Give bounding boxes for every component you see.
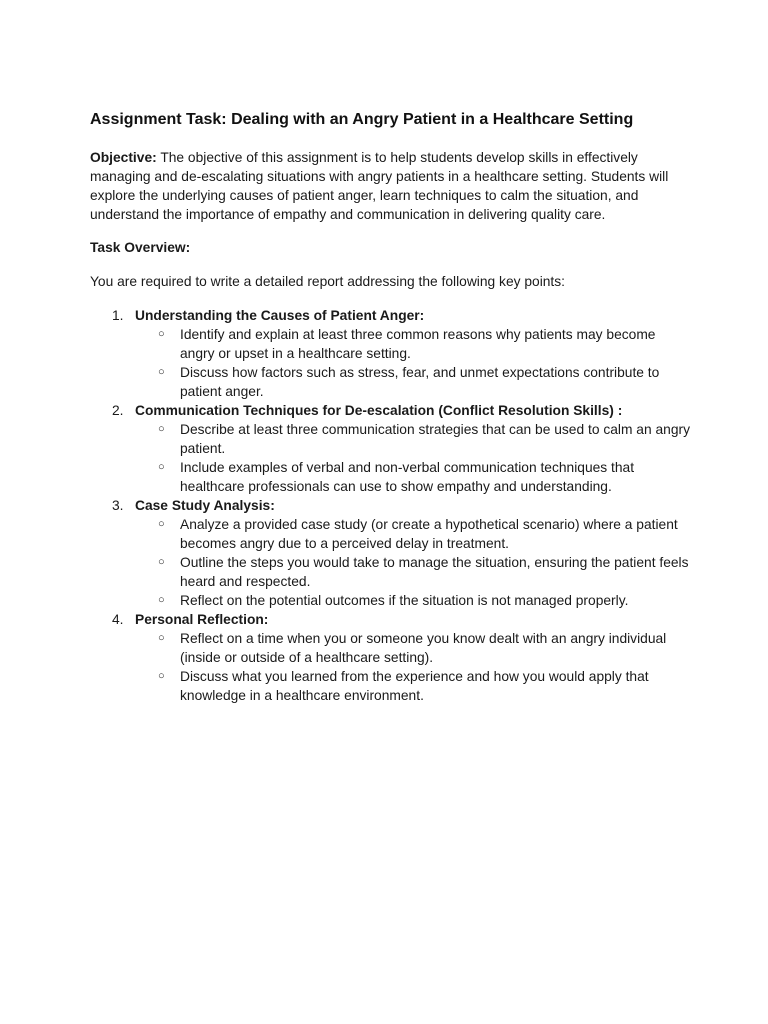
document-page bbox=[90, 108, 690, 705]
sub-point-item bbox=[135, 629, 690, 667]
document-title: Assignment Task: Dealing with an Angry Patient in a Healthcare Setting bbox=[90, 111, 634, 128]
hollow-bullet-icon: ○ bbox=[158, 423, 165, 435]
objective-text: The objective of this assignment is to help students develop skills in effectively managing and de-escalating situations with angry patients in a healthcare setting. Students will explore the underlying causes of patient anger, learn techniques to calm the situation, and understand the importance of empathy and communication in delivering quality care. bbox=[90, 150, 669, 222]
sub-point-item bbox=[135, 458, 690, 496]
sub-point-text: Outline the steps you would take to manage the situation, ensuring the patient feels heard and respected. bbox=[180, 555, 689, 589]
hollow-bullet-icon: ○ bbox=[158, 670, 165, 682]
key-points-list bbox=[90, 306, 690, 705]
sub-point-item bbox=[135, 553, 690, 591]
objective-label: Objective: bbox=[90, 150, 157, 165]
sub-point-text: Analyze a provided case study (or create a hypothetical scenario) where a patient becomes angry due to a perceived delay in treatment. bbox=[180, 517, 678, 551]
sub-point-item bbox=[135, 667, 690, 705]
sub-point-text: Reflect on a time when you or someone you know dealt with an angry individual (inside or outside of a healthcare setting). bbox=[180, 631, 667, 665]
task-overview-heading: Task Overview: bbox=[90, 240, 191, 255]
hollow-bullet-icon: ○ bbox=[158, 366, 165, 378]
key-point-heading: Personal Reflection: bbox=[135, 612, 269, 627]
list-number: 1. bbox=[112, 308, 124, 323]
key-point-heading: Communication Techniques for De-escalation (Conflict Resolution Skills) : bbox=[135, 403, 623, 418]
hollow-bullet-icon: ○ bbox=[158, 461, 165, 473]
list-number: 3. bbox=[112, 498, 124, 513]
sub-point-item bbox=[135, 325, 690, 363]
objective-paragraph bbox=[90, 148, 690, 224]
hollow-bullet-icon: ○ bbox=[158, 556, 165, 568]
sub-point-text: Reflect on the potential outcomes if the situation is not managed properly. bbox=[180, 593, 629, 608]
sub-point-text: Describe at least three communication strategies that can be used to calm an angry patient. bbox=[180, 422, 690, 456]
list-number: 2. bbox=[112, 403, 124, 418]
sub-points-list bbox=[135, 325, 690, 401]
key-point-item bbox=[90, 496, 690, 610]
sub-point-text: Discuss what you learned from the experience and how you would apply that knowledge in a healthcare environment. bbox=[180, 669, 649, 703]
hollow-bullet-icon: ○ bbox=[158, 328, 165, 340]
hollow-bullet-icon: ○ bbox=[158, 632, 165, 644]
sub-point-item bbox=[135, 363, 690, 401]
intro-paragraph: You are required to write a detailed report addressing the following key points: bbox=[90, 274, 566, 289]
hollow-bullet-icon: ○ bbox=[158, 518, 165, 530]
sub-points-list bbox=[135, 420, 690, 496]
sub-points-list bbox=[135, 629, 690, 705]
sub-point-item bbox=[135, 591, 690, 610]
list-number: 4. bbox=[112, 612, 124, 627]
sub-point-text: Identify and explain at least three common reasons why patients may become angry or upset in a healthcare setting. bbox=[180, 327, 656, 361]
key-point-item bbox=[90, 306, 690, 401]
sub-point-text: Include examples of verbal and non-verbal communication techniques that healthcare professionals can use to show empathy and understanding. bbox=[180, 460, 635, 494]
key-point-heading: Case Study Analysis: bbox=[135, 498, 275, 513]
sub-point-item bbox=[135, 515, 690, 553]
sub-point-item bbox=[135, 420, 690, 458]
key-point-item bbox=[90, 401, 690, 496]
key-point-item bbox=[90, 610, 690, 705]
hollow-bullet-icon: ○ bbox=[158, 594, 165, 606]
key-point-heading: Understanding the Causes of Patient Anger: bbox=[135, 308, 425, 323]
sub-points-list bbox=[135, 515, 690, 610]
sub-point-text: Discuss how factors such as stress, fear, and unmet expectations contribute to patient anger. bbox=[180, 365, 660, 399]
